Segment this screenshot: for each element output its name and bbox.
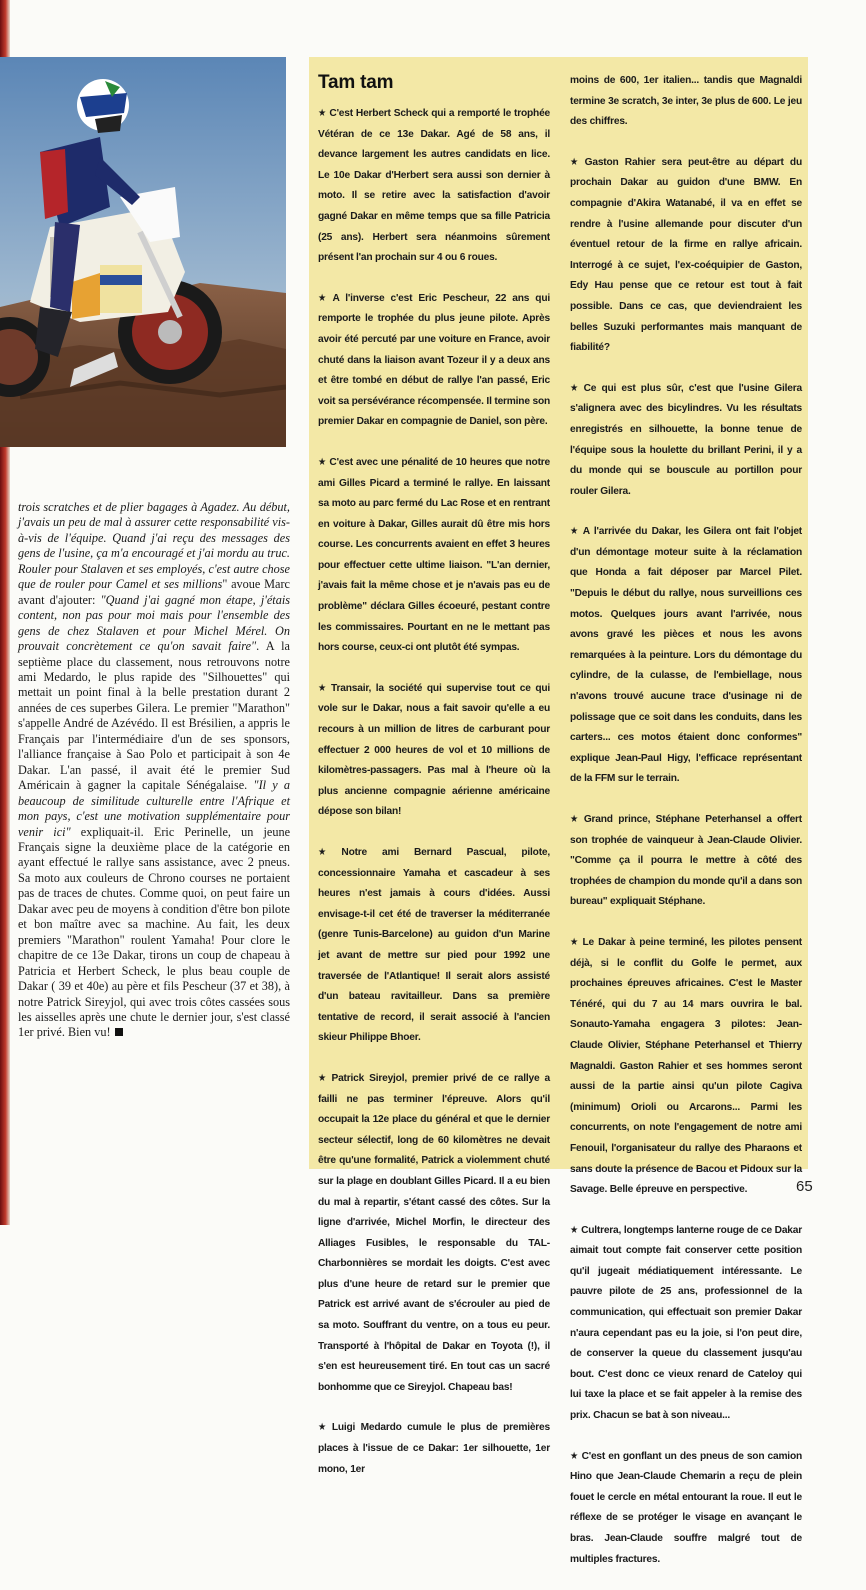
news-item [318,289,550,433]
news-item-text: Gaston Rahier sera peut-être au départ du prochain Dakar au guidon d'une BMW. En compagnie d'Akira Watanabé, il va en effet se rendre à l'usine allemande pour discuter d'un éventuel retour de la firme en rallye africain. Interrogé à ce sujet, l'ex-coéquipier de Gaston, Edy Hau pense que ce retour est tout à fait possible. Dans ce cas, que deviendraient les belles Suzuki performantes mais manquant de fiabilité? [570,156,802,354]
star-bullet-icon: ★ [318,456,327,468]
news-item [570,810,802,913]
news-item-text: A l'arrivée du Dakar, les Gilera ont fait l'objet d'un démontage moteur suite à la réclamation que Honda a fait déposer par Marcel Pilet. "Depuis le début du rallye, nous surveillions ces motos. Quelques jours avant l'arrivée, nous avons gravé les pièces et nous les avons remarquées à la peinture. Lors du démontage du cylindre, de la culasse, de l'embiellage, nous n'avons trouvé aucune trace d'usinage ni de polissage que ce soit dans les conduits, dans les carters... ces motos étaient donc conformes" explique Jean-Paul Higy, l'efficace représentant de la FFM sur le terrain. [570,526,802,785]
page-number: 65 [796,1178,813,1195]
end-of-article-mark [115,1028,123,1036]
star-bullet-icon: ★ [318,847,339,858]
star-bullet-icon: ★ [570,156,582,168]
article-text-part: "Quand j'ai gagné mon étape, j'étais content, non pas pour moi mais pour l'ensemble des gens de chez Stalaven et pour Michel Mérel. On prouvait concrètement ce qu'on savait faire" [18,592,290,654]
star-bullet-icon: ★ [318,682,329,694]
news-item-text: Transair, la société qui supervise tout ce qui vole sur le Dakar, nous a fait savoir qu'elle a eu recours à un million de litres de carburant pour effectuer 2 000 heures de vol et 10 millions de kilomètres-passagers. Pas mal à l'heure où la plus ancienne compagnie aérienne américaine dépose son bilan! [318,682,550,818]
news-item [570,522,802,790]
news-item [318,104,550,269]
news-item-continuation: moins de 600, 1er italien... tandis que Magnaldi termine 3e scratch, 3e inter, 3e plus de 600. Le jeu des chiffres. [570,75,802,128]
news-item-text: Ce qui est plus sûr, c'est que l'usine Gilera s'alignera avec des bicylindres. Vu les résultats enregistrés en silhouette, la bonne tenue de l'équipe sous la houlette du brillant Perini, il y a du monde qui se bouscule au portillon pour rouler Gilera. [570,382,802,497]
star-bullet-icon: ★ [570,936,580,948]
news-item-text: Grand prince, Stéphane Peterhansel a offert son trophée de vainqueur à Jean-Claude Olivier. "Comme ça il pourra le mettre à côté des trophées de champion du monde qu'il a dans son bureau" expliquait Stéphane. [570,814,802,908]
article-text-part: trois scratches et de plier bagages à Agadez. Au début, j'avais un peu de mal à assurer cette responsabilité vis-à-vis de l'équipe. Quand j'ai reçu des messages des gens de l'usine, ça m'a encouragé et j'ai mordu au truc. Rouler pour Stalaven et ses employés, c'est autre chose que de rouler pour Camel et ses millions [18,500,290,592]
article-text-part: expliquait-il. Eric Perinelle, un jeune Français signe la deuxième place de la catégorie en ayant effectué le rallye sans assistance, avec 2 pneus. Sa moto aux couleurs de Chrono courses ne portaient pas de traces de chutes. Comme quoi, on peut faire un Dakar avec peu de moyens à condition d'être bon pilote et bon maître avec sa machine. Au fait, les deux premiers "Marathon" roulent Yamaha! Pour clore le chapitre de ce 13e Dakar, tirons un coup de chapeau à Patricia et Herbert Scheck, le plus beau couple de Dakar ( 39 et 40e) au père et fils Pescheur (37 et 38), à notre Patrick Sireyjol, qui avec trois côtes cassées sous les aisselles après une chute le dernier jour, s'est classé 1er privé. Bien vu! [18,824,291,1040]
news-item [318,1069,550,1399]
sidebar-column-2 [570,71,802,1590]
news-item-text: Notre ami Bernard Pascual, pilote, concessionnaire Yamaha et cascadeur à ses heures n'est jamais à cours d'idées. Aussi envisage-t-il cet été de traverser la méditerranée (genre Tunis-Barcelone) au guidon d'un Marine jet avant de mettre sur pied pour 1992 une traversée de l'Atlantique! Il serait alors assisté d'un bateau ravitailleur. Dans sa première tentative de record, il serait associé à l'ancien skieur Philippe Bhoer. [318,847,550,1044]
news-item-text: Patrick Sireyjol, premier privé de ce rallye a failli ne pas terminer l'épreuve. Alors qu'il occupait la 12e place du général et que le dernier secteur sélectif, long de 60 kilomètres ne devait être qu'une formalité, Patrick a violemment chuté sur la plage en doublant Gilles Picard. Il a eu bien du mal à repartir, s'étant cassé des côtes. Sur la ligne d'arrivée, Michel Morfin, le directeur des Alliages Fusibles, le responsable du TAL-Charbonnières se mordait les doigts. C'est avec plus d'une heure de retard sur le premier que Patrick est arrivé avant de s'écrouler au pied de sa moto. Souffrant du ventre, on a tous eu peur. Transporté à l'hôpital de Dakar en Toyota (!), il s'en est heureusement tiré. En tout cas un sacré bonhomme que ce Sireyjol. Chapeau bas! [318,1072,550,1393]
news-item [318,679,550,823]
news-item [570,1447,802,1571]
news-item-text: C'est en gonflant un des pneus de son camion Hino que Jean-Claude Chemarin a reçu de plein fouet le cercle en métal entourant la roue. Il eut le réflexe de se protéger le visage en avançant le bras. Jean-Claude souffre malgré tout de multiples fractures. [570,1450,802,1565]
news-item [318,453,550,659]
news-item [570,1221,802,1427]
article-text-part: . A la septième place du classement, nous retrouvons notre ami Medardo, le plus rapide des "Silhouettes" qui mettait un point final à la belle prestation durant 2 années de ces superbes Gilera. Le premier "Marathon" s'appelle André de Azévédo. Il est Brésilien, a appris le Français par l'intermédiaire d'un de ses sponsors, l'alliance française à Sao Polo et participait à son 4e Dakar. L'an passé, il avait été le premier Sud Américain à gagner la capitale Sénégalaise. [18,639,290,793]
star-bullet-icon: ★ [318,108,327,119]
news-item [570,379,802,503]
star-bullet-icon: ★ [570,1450,579,1462]
star-bullet-icon: ★ [318,1072,329,1084]
news-item-text: Le Dakar à peine terminé, les pilotes pensent déjà, si le conflit du Golfe le permet, aux prochaines épreuves africaines. C'est le Master Ténéré, qui du 7 au 14 mars ouvrira le bal. Sonauto-Yamaha engagera 3 pilotes: Jean-Claude Olivier, Stéphane Peterhansel et Thierry Magnaldi. Gaston Rahier et ses hommes seront aussi de la partie ainsi qu'un pilote Cagiva (minimum) Orioli ou Arcarons... Parmi les concurrents, on note l'engagement de notre ami Fenouil, l'organisateur du rallye des Pharaons et sans doute la présence de Bacou et Pidoux sur la Savage. Belle épreuve en perspective. [570,936,802,1196]
sidebar-title: Tam tam [318,72,394,93]
sidebar-column-1 [318,71,550,1500]
news-item-text: A l'inverse c'est Eric Pescheur, 22 ans qui remporte le trophée du plus jeune pilote. Après avoir été percuté par une voiture en France, avoir chuté dans la liaison avant Tozeur il y a deux ans et être tombé en début de rallye l'an passé, Eric voit sa persévérance récompensée. Il termine son premier Dakar en compagnie de Daniel, son père. [318,292,550,428]
news-item-text: Cultrera, longtemps lanterne rouge de ce Dakar aimait tout compte fait conserver cette position qu'il jugeait médiatiquement intéressante. Le pauvre pilote de 25 ans, professionnel de la communication, qui effectuait son premier Dakar n'aura cependant pas eu la joie, si l'on peut dire, de conserver la queue du classement jusqu'au bout. C'est donc ce vieux renard de Cateloy qui lui taxe la place et se fait appeler à la remise des prix. Chacun se bat à son niveau... [570,1224,802,1422]
star-bullet-icon: ★ [318,292,330,304]
news-item [318,1418,550,1480]
news-item [318,843,550,1049]
article-left-column [18,500,290,1041]
star-bullet-icon: ★ [570,1224,579,1236]
news-item-text: C'est avec une pénalité de 10 heures que notre ami Gilles Picard a terminé le rallye. En laissant sa moto au parc fermé du Lac Rose et en rentrant en voiture à Dakar, Gilles aurait dû être mis hors course. Les concurrents avaient en effet 3 heures pour effectuer cette ultime liaison. "L'an dernier, j'avais fait la même chose et je n'avais pas eu de problème" déclara Gilles écoeuré, pestant contre les commissaires. Pourtant en ne le mettant pas hors course, ceux-ci ont plutôt été sympas. [318,456,550,654]
star-bullet-icon: ★ [570,382,581,394]
news-item-text: C'est Herbert Scheck qui a remporté le trophée Vétéran de ce 13e Dakar. Agé de 58 ans, il devance largement les autres candidats en lice. Le 10e Dakar d'Herbert sera aussi son dernier à moto. Il se retire avec la satisfaction d'avoir gagné Dakar en même temps que sa fille Patricia (25 ans). Herbert sera néanmoins sûrement présent l'an prochain sur 4 ou 6 roues. [318,108,551,264]
article-text-part: "Il y a beaucoup de similitude culturelle entre l'Afrique et mon pays, c'est une motivation supplémentaire pour venir ici" [18,778,290,839]
star-bullet-icon: ★ [318,1422,329,1434]
news-item [570,153,802,359]
news-item [570,933,802,1201]
article-text-part: " avoue Marc avant d'ajouter: [18,577,290,607]
rally-rider-photo [0,57,286,447]
news-item-text: Luigi Medardo cumule le plus de premières places à l'issue de ce Dakar: 1er silhouette, 1er mono, 1er [318,1422,550,1475]
star-bullet-icon: ★ [570,526,580,538]
star-bullet-icon: ★ [570,814,581,825]
